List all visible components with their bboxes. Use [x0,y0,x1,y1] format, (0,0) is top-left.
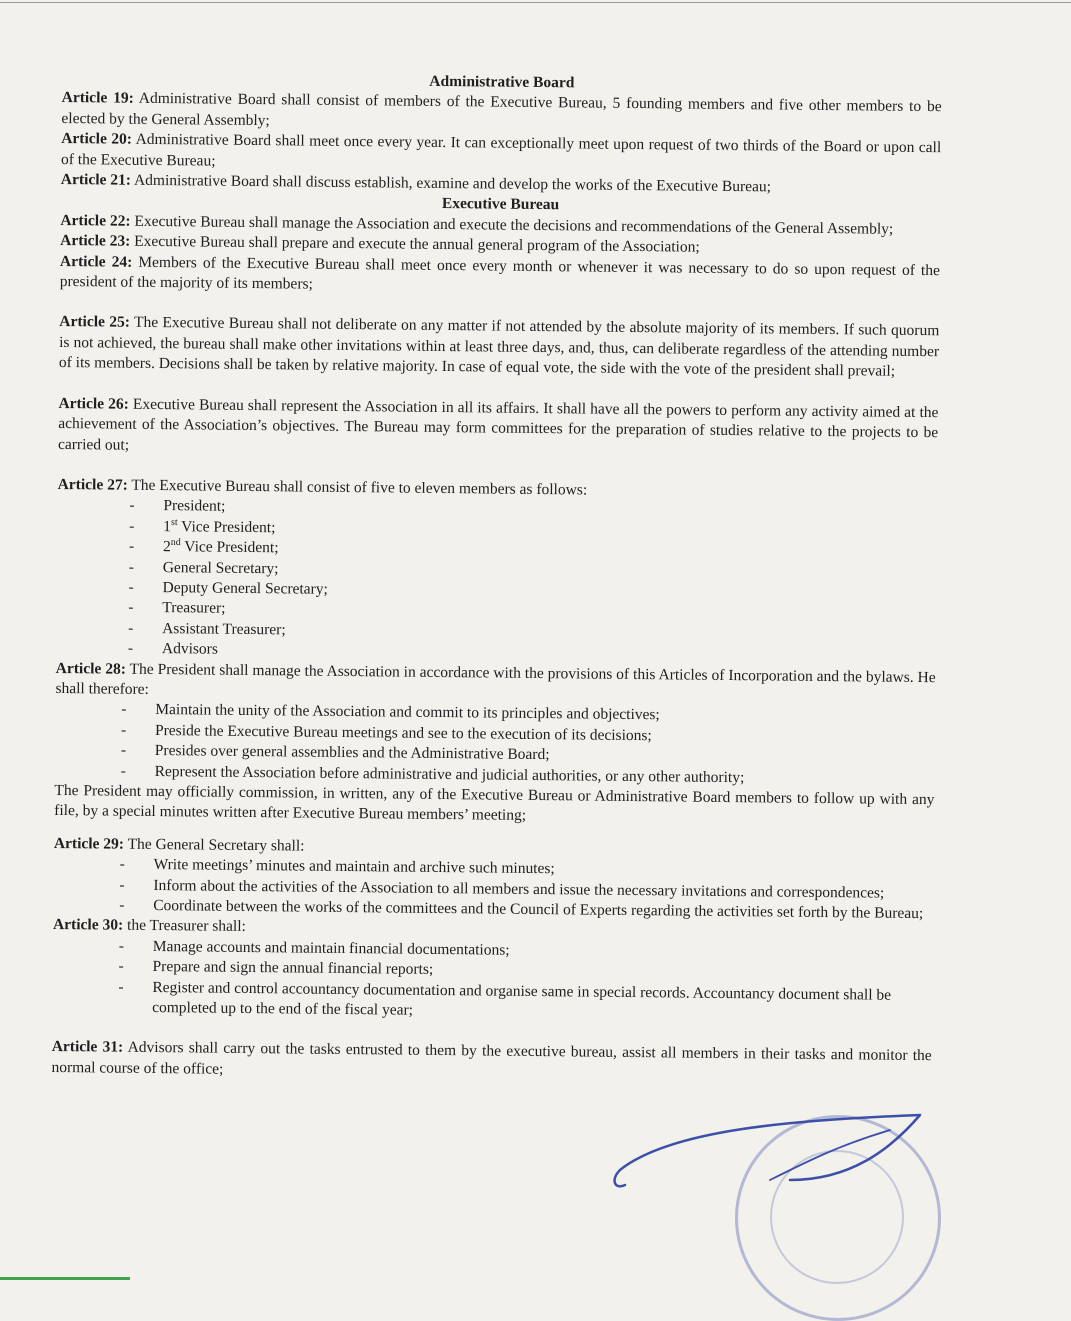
heading-executive-bureau: Executive Bureau [441,195,560,214]
article-28-continuation: The President may officially commission, in written, any of the Executive Bureau or Administrative Board members to follow up with any file, by a special minutes written after Executive Bureau members’ meeting; [54,781,935,825]
article-text: The Executive Bureau shall not deliberate on any matter if not attended by the absolute majority of its members. If such quorum is not achieved, the bureau shall make other invitations within at least three days, and, thus, can deliberate regardless of the attending number of its members. Decisions shall be taken by relative majority. In case of equal vote, the side with the vote of the president shall prevail; [58,314,940,381]
list-item: - Inform about the activities of the Association to all members and issue the necessary invitations and correspondences; [53,875,933,905]
list-item: - Maintain the unity of the Association and commit to its principles and objectives; [55,699,935,729]
heading-administrative-board: Administrative Board [429,72,575,92]
article-label: Article 29: [53,834,125,853]
top-border-line [0,2,1071,3]
article-text: The Executive Bureau shall consist of five to eleven members as follows: [127,476,588,499]
article-label: Article 28: [55,659,127,678]
article-label: Article 19: [61,89,134,108]
article-text: Executive Bureau shall manage the Association and execute the decisions and recommendations of the General Assembly; [130,212,894,238]
list-item: - President; [57,495,937,525]
article-text: Executive Bureau shall represent the Association in all its affairs. It shall have all the powers to perform any activity aimed at the achievement of the Association’s objectives. The Bureau may form committees for the preparation of studies relative to the projects to be carried out; [57,395,939,454]
article-label: Article 24: [59,252,133,271]
list-item: - Preside the Executive Bureau meetings and see to the execution of its decisions; [55,720,935,750]
list-item: - Prepare and sign the annual financial reports; [52,956,932,986]
article-text: Advisors shall carry out the tasks entrusted to them by the executive bureau, assist all members in their tasks and monitor the normal course of the office; [51,1039,932,1078]
article-text: Administrative Board shall meet once every year. It can exceptionally meet upon request of two thirds of the Board or upon call of the Executive Bureau; [60,130,942,170]
article-label: Article 26: [58,394,129,413]
article-label: Article 27: [57,475,128,494]
article-25 [59,312,940,382]
secretary-duties-list [53,854,934,924]
article-label: Article 23: [60,232,131,250]
list-item: - General Secretary; [57,557,937,587]
article-label: Article 25: [59,313,131,332]
list-item: - Treasurer; [56,597,936,627]
article-text: Administrative Board shall consist of members of the Executive Bureau, 5 founding members and five other members to be elected by the General Assembly; [61,90,942,129]
article-label: Article 22: [60,211,131,230]
list-item: - Advisors [56,638,936,668]
document-page [51,68,942,1087]
president-duties-list [55,699,936,790]
article-text: the Treasurer shall: [123,917,246,936]
list-item: - Register and control accountancy documentation and organise same in special records. Accountancy document shall be completed up to the end of the fiscal year; [52,977,932,1027]
list-item: - Represent the Association before administrative and judicial authorities, or any other authority; [55,761,935,791]
article-label: Article 20: [61,130,133,148]
signature-icon [590,1110,950,1280]
article-text: The President shall manage the Association in accordance with the provisions of this Articles of Incorporation and the bylaws. He shall therefore: [55,660,936,698]
list-item: - Write meetings’ minutes and maintain and archive such minutes; [54,854,934,884]
article-label: Article 30: [52,916,124,935]
list-item: - Presides over general assemblies and the Administrative Board; [55,740,935,770]
treasurer-duties-list [52,936,933,1027]
list-item: - 2nd Vice President; [57,536,937,566]
list-item: - Assistant Treasurer; [56,618,936,648]
list-item: - Coordinate between the works of the committees and the Council of Experts regarding the activities set forth by the Bureau; [53,895,933,925]
article-text: Executive Bureau shall prepare and execute the annual general program of the Association; [130,232,700,256]
bureau-members-list [56,495,938,667]
article-26 [58,394,939,464]
list-item: - 1st Vice President; [57,516,937,546]
article-label: Article 21: [60,171,132,189]
list-item: - Manage accounts and maintain financial documentations; [53,936,933,966]
list-item: - Deputy General Secretary; [56,577,936,607]
article-31 [51,1037,931,1087]
article-label: Article 31: [51,1038,124,1057]
article-text: Administrative Board shall discuss establish, examine and develop the works of the Executive Bureau; [130,171,772,196]
article-text: Members of the Executive Bureau shall meet once every month or whenever it was necessary to do so upon request of the president of the majority of its members; [59,253,941,293]
article-text: The General Secretary shall: [123,835,305,855]
